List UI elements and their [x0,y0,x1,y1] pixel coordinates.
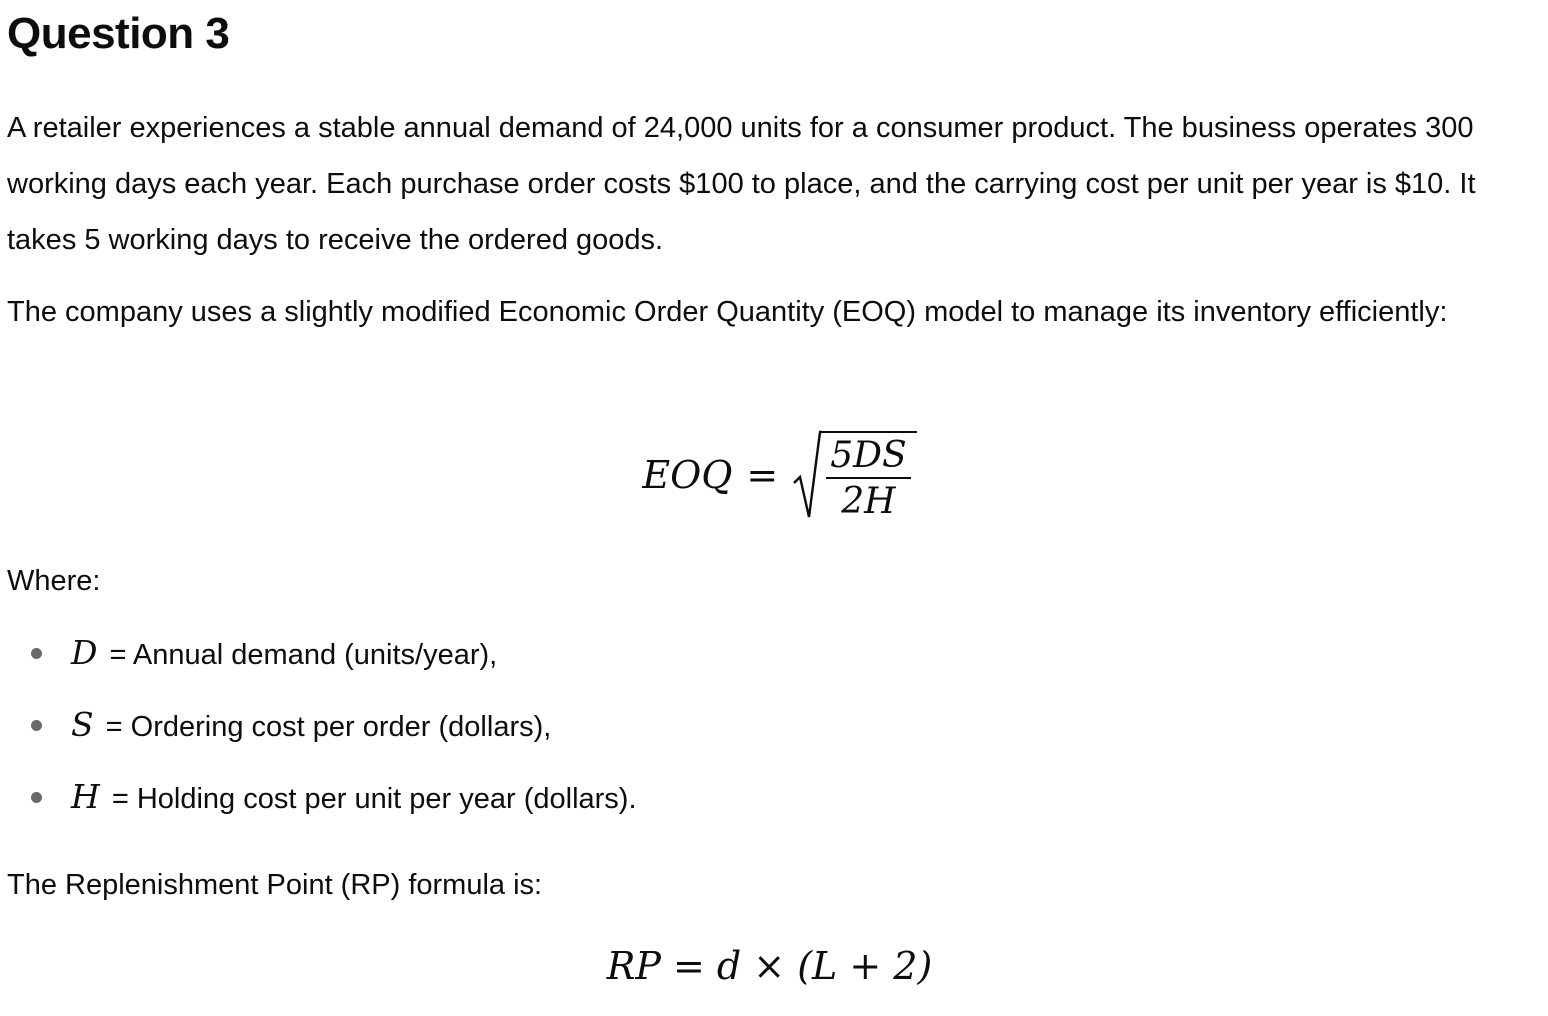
bullet-icon [31,648,42,659]
definition-symbol: H [71,777,100,816]
variable-definitions-list [7,625,637,841]
eoq-fraction [822,431,916,525]
where-label: Where: [7,565,101,597]
definition-text: = Ordering cost per order (dollars), [105,711,552,743]
question-title: Question 3 [7,9,230,58]
bullet-icon [31,792,42,803]
definition-item-h [7,769,637,841]
rp-formula-intro: The Replenishment Point (RP) formula is: [7,869,543,901]
definition-item-s [7,697,637,769]
definition-symbol: D [71,633,98,672]
square-root [792,425,916,525]
eoq-formula-equals: = [746,453,779,497]
eoq-denominator: 2H [841,481,896,522]
eoq-model-paragraph: The company uses a slightly modified Economic Order Quantity (EOQ) model to manage its inventory efficiently: [7,296,1448,328]
eoq-formula [7,420,1542,530]
bullet-icon [31,720,42,731]
definition-item-d [7,625,637,697]
definition-symbol: S [71,705,94,744]
problem-intro-paragraph: A retailer experiences a stable annual demand of 24,000 units for a consumer product. The business operates 300 working days each year. Each purchase order costs $100 to place, and the carrying cost per unit per year is $10. It takes 5 working days to receive the ordered goods. [7,112,1476,256]
definition-text: = Annual demand (units/year), [109,639,498,671]
rp-formula [7,938,1542,998]
eoq-numerator: 5DS [826,433,910,479]
radical-sign-icon [792,425,822,525]
rp-formula-expression: RP = d × (L + 2) [606,944,933,988]
eoq-formula-lhs: EOQ [642,453,733,497]
definition-text: = Holding cost per unit per year (dollars). [111,783,637,815]
